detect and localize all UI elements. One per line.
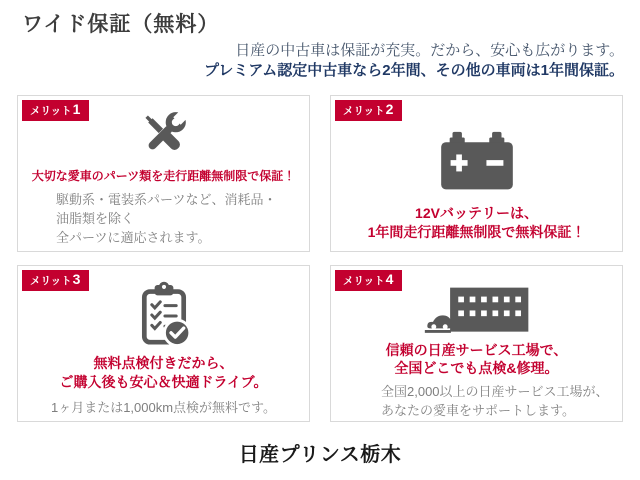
merit-card-2: [330, 95, 623, 252]
merit-1-headline: [32, 168, 296, 184]
merit-4-body: [381, 383, 609, 421]
merit-2-badge: [335, 100, 402, 121]
merit-3-headline: [59, 354, 267, 392]
merit-1-body: [56, 191, 276, 248]
headline-line: 1年間走行距離無制限で無料保証！: [367, 223, 586, 240]
service-factory-icon: [415, 286, 539, 337]
tools-icon: [136, 106, 192, 162]
merit-card-3: [17, 265, 310, 422]
battery-icon: [434, 129, 520, 195]
headline-line: ご購入後も安心＆快適ドライブ。: [59, 373, 268, 390]
merit-3-body: [51, 399, 276, 418]
merit-2-headline: [368, 204, 586, 242]
merits-grid: [17, 95, 623, 422]
headline-line: 大切な愛車のパーツ類を走行距離無制限で保証！: [31, 169, 296, 183]
merit-4-headline: [386, 341, 568, 379]
headline-line: 全国どこでも点検&修理。: [394, 360, 559, 377]
merit-3-badge: [22, 270, 89, 291]
badge-number: 2: [385, 101, 394, 117]
merit-4-badge: [335, 270, 402, 291]
headline-line: 12Vバッテリーは、: [415, 205, 538, 221]
merit-card-4: [330, 265, 623, 422]
checklist-icon: [134, 281, 194, 349]
subtitle: [204, 41, 624, 82]
badge-label: メリット: [30, 105, 72, 117]
body-line: 駆動系・電装系パーツなど、消耗品・: [56, 192, 277, 208]
body-line: 油脂類を除く: [56, 211, 135, 227]
badge-number: 4: [385, 271, 394, 287]
merit-card-1: [17, 95, 310, 252]
footer-brand-logo: 日産プリンス栃木: [238, 444, 402, 466]
subtitle-line-2: プレミアム認定中古車なら2年間、その他の車両は1年間保証。: [203, 62, 624, 80]
merit-1-badge: [22, 100, 89, 121]
badge-label: メリット: [343, 275, 385, 287]
subtitle-line-1: 日産の中古車は保証が充実。だから、安心も広がります。: [235, 42, 624, 59]
body-line: 全パーツに適応されます。: [56, 229, 211, 245]
body-line: 全国2,000以上の日産サービス工場が、: [381, 384, 609, 400]
badge-label: メリット: [343, 105, 385, 117]
page-title: ワイド保証（無料）: [22, 13, 220, 36]
badge-label: メリット: [30, 275, 72, 287]
headline-line: 信頼の日産サービス工場で、: [385, 341, 568, 358]
badge-number: 3: [72, 271, 81, 287]
badge-number: 1: [72, 101, 81, 117]
headline-line: 無料点検付きだから、: [93, 355, 234, 371]
body-line: 1ヶ月または1,000km点検が無料です。: [50, 399, 277, 415]
body-line: あなたの愛車をサポートします。: [381, 403, 575, 419]
